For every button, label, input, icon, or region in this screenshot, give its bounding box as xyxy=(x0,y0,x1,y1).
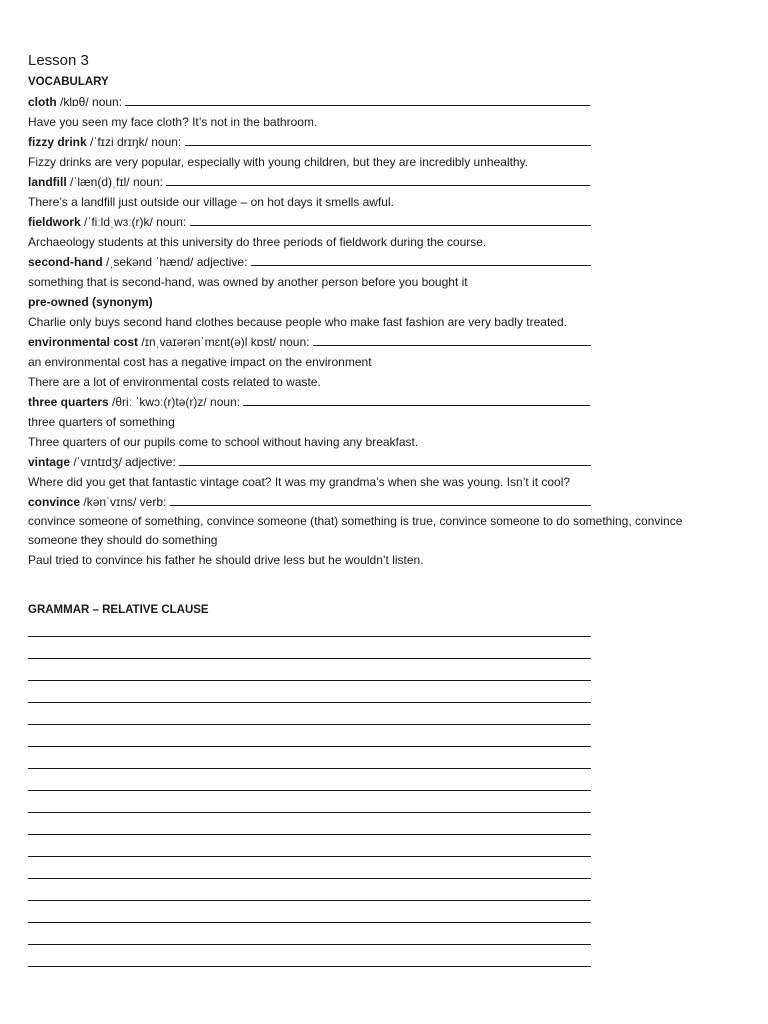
vocab-term-row xyxy=(28,212,728,232)
answer-blank[interactable] xyxy=(243,393,590,406)
writing-line[interactable] xyxy=(28,620,591,637)
vocab-term: environmental cost xyxy=(28,335,139,349)
vocab-pronunciation: /ˈlæn(d)ˌfɪl/ noun: xyxy=(66,175,167,189)
writing-line[interactable] xyxy=(28,791,591,813)
writing-line[interactable] xyxy=(28,813,591,835)
vocab-pronunciation: /ɪnˌvaɪərənˈmɛnt(ə)l kɒst/ noun: xyxy=(138,335,313,349)
section-gap xyxy=(28,570,728,600)
vocabulary-heading: VOCABULARY xyxy=(28,76,109,88)
vocab-pronunciation: /kənˈvɪns/ verb: xyxy=(80,495,170,509)
answer-blank[interactable] xyxy=(190,213,591,226)
vocab-pronunciation: /klɒθ/ noun: xyxy=(56,95,126,109)
vocab-pronunciation: /ˈvɪntɪdʒ/ adjective: xyxy=(70,455,180,469)
writing-line[interactable] xyxy=(28,659,591,681)
writing-line[interactable] xyxy=(28,769,591,791)
answer-blank[interactable] xyxy=(313,333,591,346)
writing-line[interactable] xyxy=(28,747,591,769)
vocab-term: pre-owned (synonym) xyxy=(28,295,153,309)
writing-line[interactable] xyxy=(28,725,591,747)
answer-blank[interactable] xyxy=(179,453,591,466)
writing-line[interactable] xyxy=(28,945,591,967)
vocab-pronunciation: /θriː ˈkwɔː(r)tə(r)z/ noun: xyxy=(108,395,244,409)
vocab-term: convince xyxy=(28,495,81,509)
vocab-term-row xyxy=(28,92,728,112)
grammar-writing-lines xyxy=(28,620,728,967)
vocab-pronunciation: /ˌsekənd ˈhænd/ adjective: xyxy=(102,255,251,269)
vocab-term: fizzy drink xyxy=(28,135,87,149)
vocab-term: fieldwork xyxy=(28,215,81,229)
answer-blank[interactable] xyxy=(170,493,591,506)
vocab-example: Charlie only buys second hand clothes because people who make fast fashion are very badly treated. xyxy=(28,315,567,329)
worksheet-page xyxy=(28,50,728,967)
answer-blank[interactable] xyxy=(185,133,591,146)
writing-line[interactable] xyxy=(28,879,591,901)
writing-line[interactable] xyxy=(28,681,591,703)
vocab-term-row xyxy=(28,172,728,192)
vocab-pronunciation: /ˈfiːldˌwɜː(r)k/ noun: xyxy=(80,215,190,229)
writing-line[interactable] xyxy=(28,857,591,879)
vocab-term-row xyxy=(28,132,728,152)
answer-blank[interactable] xyxy=(251,253,591,266)
vocabulary-list xyxy=(28,92,728,570)
vocab-term: second-hand xyxy=(28,255,103,269)
vocab-example: Paul tried to convince his father he should drive less but he wouldn’t listen. xyxy=(28,553,424,567)
vocab-term: three quarters xyxy=(28,395,109,409)
vocab-term: cloth xyxy=(28,95,57,109)
vocab-example: Where did you get that fantastic vintage coat? It was my grandma’s when she was young. Isn’t it cool? xyxy=(28,475,571,489)
writing-line[interactable] xyxy=(28,637,591,659)
vocab-example: something that is second-hand, was owned by another person before you bought it xyxy=(28,275,468,289)
vocab-term-row xyxy=(28,392,728,412)
vocab-example: There are a lot of environmental costs related to waste. xyxy=(28,375,321,389)
page-title: Lesson 3 xyxy=(28,52,89,69)
vocab-term-row xyxy=(28,332,728,352)
writing-line[interactable] xyxy=(28,901,591,923)
vocab-example: Fizzy drinks are very popular, especially with young children, but they are incredibly unhealthy. xyxy=(28,155,529,169)
vocab-example: Archaeology students at this university do three periods of fieldwork during the course. xyxy=(28,235,487,249)
vocab-term-row xyxy=(28,292,728,312)
vocab-example: Three quarters of our pupils come to school without having any breakfast. xyxy=(28,435,419,449)
writing-line[interactable] xyxy=(28,835,591,857)
grammar-heading: GRAMMAR – RELATIVE CLAUSE xyxy=(28,604,209,616)
vocab-example: three quarters of something xyxy=(28,415,175,429)
writing-line[interactable] xyxy=(28,923,591,945)
vocab-term: landfill xyxy=(28,175,67,189)
vocab-term: vintage xyxy=(28,455,71,469)
answer-blank[interactable] xyxy=(125,93,590,106)
vocab-example: There’s a landfill just outside our village – on hot days it smells awful. xyxy=(28,195,394,209)
writing-line[interactable] xyxy=(28,703,591,725)
vocab-pronunciation: /ˈfɪzi drɪŋk/ noun: xyxy=(86,135,185,149)
answer-blank[interactable] xyxy=(166,173,590,186)
vocab-term-row xyxy=(28,252,728,272)
vocab-example: convince someone of something, convince someone (that) something is true, convince someone to do something, convince someone they should do something xyxy=(28,514,683,547)
vocab-example: Have you seen my face cloth? It’s not in the bathroom. xyxy=(28,115,318,129)
vocab-example: an environmental cost has a negative impact on the environment xyxy=(28,355,372,369)
vocab-term-row xyxy=(28,492,728,512)
vocab-term-row xyxy=(28,452,728,472)
